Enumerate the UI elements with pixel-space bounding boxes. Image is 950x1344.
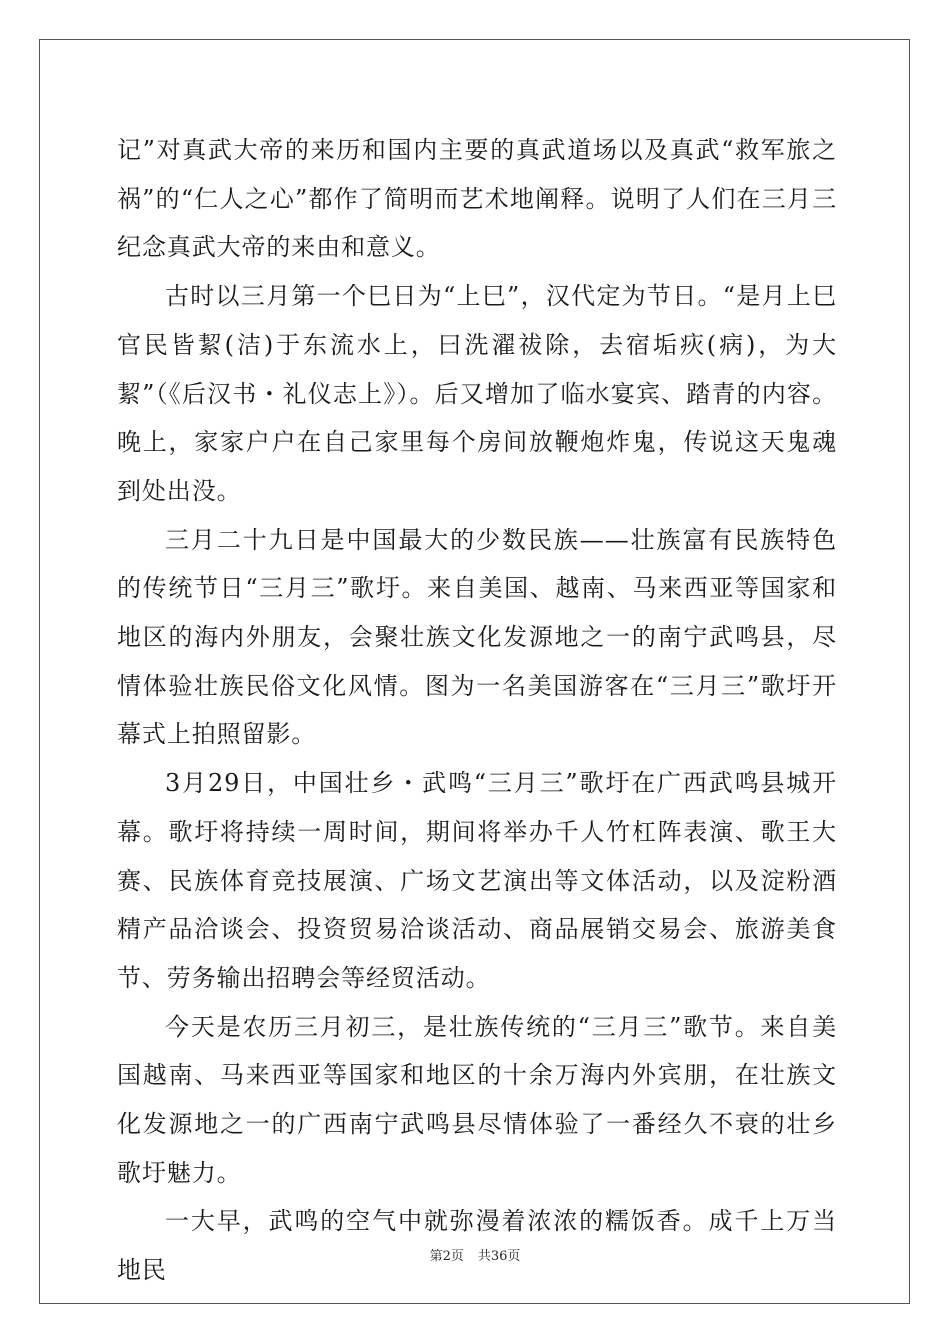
document-body xyxy=(117,126,837,1295)
paragraph-5: 今天是农历三月初三，是壮族传统的“三月三”歌节。来自美国越南、马来西亚等国家和地区的十余万海内外宾朋，在壮族文化发源地之一的广西南宁武鸣县尽情体验了一番经久不衰的壮乡歌圩魅力。 xyxy=(117,1012,837,1187)
paragraph-4: 3月29日，中国壮乡・武鸣“三月三”歌圩在广西武鸣县城开幕。歌圩将持续一周时间，期间将举办千人竹杠阵表演、歌王大赛、民族体育竞技展演、广场文艺演出等文体活动，以及淀粉酒精产品洽谈会、投资贸易洽谈活动、商品展销交易会、旅游美食节、劳务输出招聘会等经贸活动。 xyxy=(117,769,837,992)
page-footer xyxy=(0,1248,950,1266)
page-total: 共36页 xyxy=(477,1249,521,1264)
paragraph-6: 一大早，武鸣的空气中就弥漫着浓浓的糯饭香。成千上万当地民 xyxy=(117,1207,837,1285)
paragraph-2: 古时以三月第一个巳日为“上巳”，汉代定为节日。“是月上巳官民皆絜(洁)于东流水上，曰洗濯祓除，去宿垢疢(病)，为大絜”（《后汉书・礼仪志上》）。后又增加了临水宴宾、踏青的内容。晚上，家家户户在自己家里每个房间放鞭炮炸鬼，传说这天鬼魂到处出没。 xyxy=(117,282,837,505)
paragraph-3: 三月二十九日是中国最大的少数民族——壮族富有民族特色的传统节日“三月三”歌圩。来自美国、越南、马来西亚等国家和地区的海内外朋友，会聚壮族文化发源地之一的南宁武鸣县，尽情体验壮族民俗文化风情。图为一名美国游客在“三月三”歌圩开幕式上拍照留影。 xyxy=(117,525,837,749)
page-number: 第2页 xyxy=(429,1249,464,1264)
paragraph-1: 记”对真武大帝的来历和国内主要的真武道场以及真武“救军旅之祸”的“仁人之心”都作了简明而艺术地阐释。说明了人们在三月三纪念真武大帝的来由和意义。 xyxy=(117,136,837,262)
